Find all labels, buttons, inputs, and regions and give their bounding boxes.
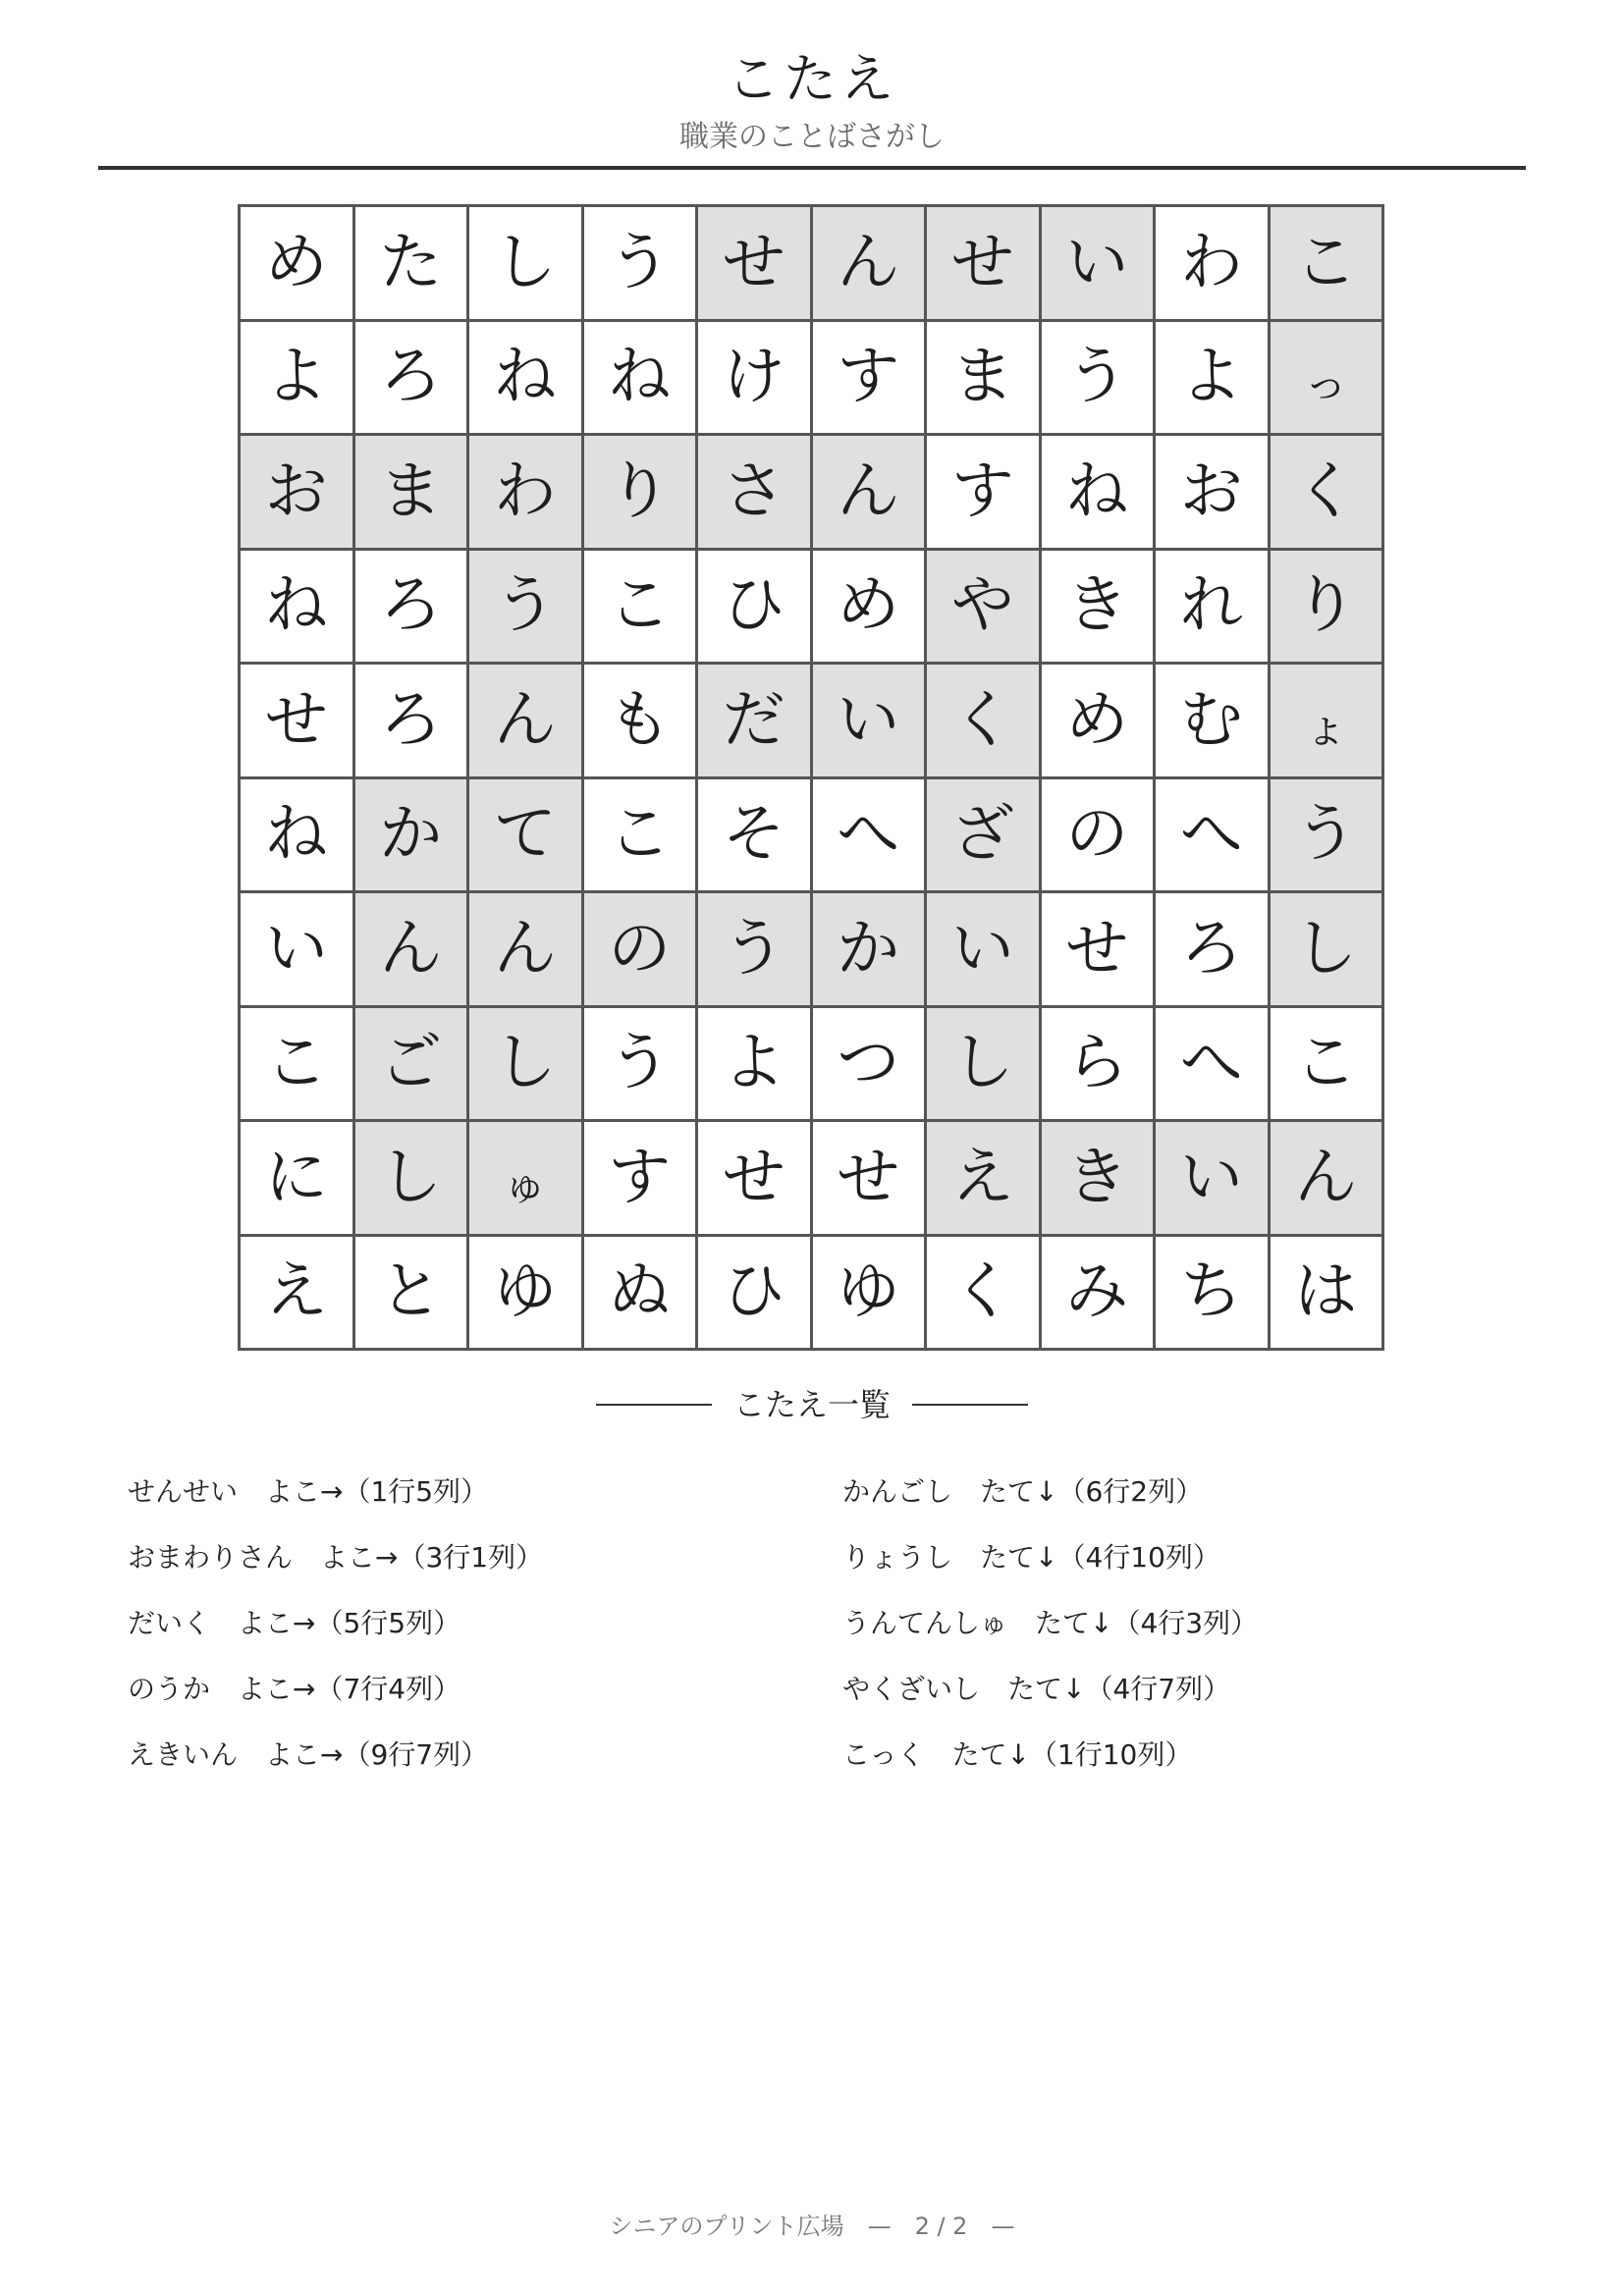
grid-cell: ね: [241, 551, 352, 663]
grid-cell: め: [1042, 665, 1154, 776]
grid-cell: く: [927, 1237, 1039, 1349]
grid-cell: ね: [241, 779, 352, 891]
page-footer: シニアのプリント広場 — 2 / 2 —: [609, 2213, 1015, 2240]
grid-cell: ま: [927, 322, 1039, 434]
grid-cell: っ: [1271, 322, 1382, 434]
answer-item: かんごし たて↓（6行2列）: [842, 1475, 1204, 1508]
grid-cell: し: [355, 1122, 467, 1234]
grid-cell: ろ: [355, 322, 467, 434]
grid-cell: う: [469, 551, 581, 663]
grid-cell: れ: [1156, 551, 1268, 663]
grid-cell: け: [698, 322, 810, 434]
grid-cell: う: [1271, 779, 1382, 891]
grid-cell: こ: [584, 779, 696, 891]
grid-cell: て: [469, 779, 581, 891]
answer-item: えきいん よこ→（9行7列）: [128, 1738, 489, 1771]
word-search-grid: [238, 204, 1384, 1351]
grid-cell: う: [1042, 322, 1154, 434]
grid-cell: し: [469, 1008, 581, 1120]
grid-cell: こ: [1271, 1008, 1382, 1120]
grid-cell: に: [241, 1122, 352, 1234]
grid-cell: ね: [469, 322, 581, 434]
header-line-right: [912, 1404, 1028, 1406]
grid-cell: ゆ: [813, 1237, 925, 1349]
grid-cell: さ: [698, 436, 810, 548]
header-line-left: [596, 1404, 712, 1406]
grid-cell: や: [927, 551, 1039, 663]
grid-cell: ぬ: [584, 1237, 696, 1349]
grid-cell: よ: [698, 1008, 810, 1120]
grid-cell: し: [927, 1008, 1039, 1120]
grid-cell: よ: [241, 322, 352, 434]
grid-cell: し: [1271, 893, 1382, 1005]
grid-cell: め: [813, 551, 925, 663]
grid-cell: と: [355, 1237, 467, 1349]
grid-cell: せ: [698, 1122, 810, 1234]
grid-cell: め: [241, 207, 352, 319]
grid-cell: い: [1156, 1122, 1268, 1234]
grid-cell: い: [813, 665, 925, 776]
grid-cell: せ: [1042, 893, 1154, 1005]
answer-item: おまわりさん よこ→（3行1列）: [128, 1541, 544, 1574]
page-subtitle: 職業のことばさがし: [679, 120, 945, 154]
grid-cell: い: [1042, 207, 1154, 319]
grid-cell: ゅ: [469, 1122, 581, 1234]
grid-cell: わ: [469, 436, 581, 548]
grid-cell: む: [1156, 665, 1268, 776]
grid-cell: せ: [927, 207, 1039, 319]
grid-cell: せ: [698, 207, 810, 319]
grid-cell: か: [813, 893, 925, 1005]
grid-cell: ん: [355, 893, 467, 1005]
grid-cell: だ: [698, 665, 810, 776]
grid-cell: い: [241, 893, 352, 1005]
grid-cell: よ: [1156, 322, 1268, 434]
grid-cell: へ: [1156, 779, 1268, 891]
grid-cell: お: [241, 436, 352, 548]
answer-item: せんせい よこ→（1行5列）: [128, 1475, 489, 1508]
grid-cell: ね: [584, 322, 696, 434]
answer-item: こっく たて↓（1行10列）: [842, 1738, 1193, 1771]
grid-cell: え: [241, 1237, 352, 1349]
grid-cell: ま: [355, 436, 467, 548]
grid-cell: ん: [469, 665, 581, 776]
answers-section-title: こたえ一覧: [732, 1386, 891, 1423]
answers-list-left: [128, 1459, 543, 1788]
grid-cell: く: [927, 665, 1039, 776]
answer-item: だいく よこ→（5行5列）: [128, 1607, 461, 1639]
answer-item: うんてんしゅ たて↓（4行3列）: [842, 1607, 1259, 1639]
grid-cell: お: [1156, 436, 1268, 548]
grid-cell: す: [813, 322, 925, 434]
grid-cell: す: [584, 1122, 696, 1234]
grid-cell: せ: [241, 665, 352, 776]
grid-cell: の: [584, 893, 696, 1005]
grid-cell: へ: [813, 779, 925, 891]
grid-cell: り: [1271, 551, 1382, 663]
grid-cell: ろ: [355, 551, 467, 663]
grid-cell: ね: [1042, 436, 1154, 548]
grid-cell: ひ: [698, 1237, 810, 1349]
grid-cell: ん: [469, 893, 581, 1005]
grid-cell: う: [698, 893, 810, 1005]
grid-cell: う: [584, 1008, 696, 1120]
answer-item: りょうし たて↓（4行10列）: [842, 1541, 1220, 1574]
grid-cell: き: [1042, 1122, 1154, 1234]
grid-cell: く: [1271, 436, 1382, 548]
grid-cell: か: [355, 779, 467, 891]
grid-cell: え: [927, 1122, 1039, 1234]
grid-cell: う: [584, 207, 696, 319]
answer-item: やくざいし たて↓（4行7列）: [842, 1673, 1231, 1705]
grid-cell: ゆ: [469, 1237, 581, 1349]
grid-cell: た: [355, 207, 467, 319]
grid-cell: こ: [241, 1008, 352, 1120]
grid-cell: わ: [1156, 207, 1268, 319]
grid-cell: の: [1042, 779, 1154, 891]
grid-cell: そ: [698, 779, 810, 891]
grid-cell: こ: [1271, 207, 1382, 319]
grid-cell: こ: [584, 551, 696, 663]
grid-cell: す: [927, 436, 1039, 548]
page-title: こたえ: [727, 48, 897, 110]
answer-item: のうか よこ→（7行4列）: [128, 1673, 461, 1705]
grid-cell: へ: [1156, 1008, 1268, 1120]
grid-cell: し: [469, 207, 581, 319]
grid-cell: せ: [813, 1122, 925, 1234]
grid-cell: ん: [1271, 1122, 1382, 1234]
grid-cell: ん: [813, 207, 925, 319]
grid-cell: ざ: [927, 779, 1039, 891]
grid-cell: ひ: [698, 551, 810, 663]
grid-cell: ろ: [1156, 893, 1268, 1005]
grid-cell: つ: [813, 1008, 925, 1120]
grid-cell: ん: [813, 436, 925, 548]
grid-cell: ら: [1042, 1008, 1154, 1120]
grid-cell: き: [1042, 551, 1154, 663]
grid-cell: み: [1042, 1237, 1154, 1349]
grid-cell: ご: [355, 1008, 467, 1120]
grid-cell: い: [927, 893, 1039, 1005]
header-divider: [98, 166, 1526, 170]
grid-cell: ち: [1156, 1237, 1268, 1349]
grid-cell: ろ: [355, 665, 467, 776]
grid-cell: は: [1271, 1237, 1382, 1349]
answers-section-header: [0, 1382, 1624, 1427]
grid-cell: ょ: [1271, 665, 1382, 776]
grid-cell: も: [584, 665, 696, 776]
grid-cell: り: [584, 436, 696, 548]
answers-list-right: [842, 1459, 1258, 1788]
